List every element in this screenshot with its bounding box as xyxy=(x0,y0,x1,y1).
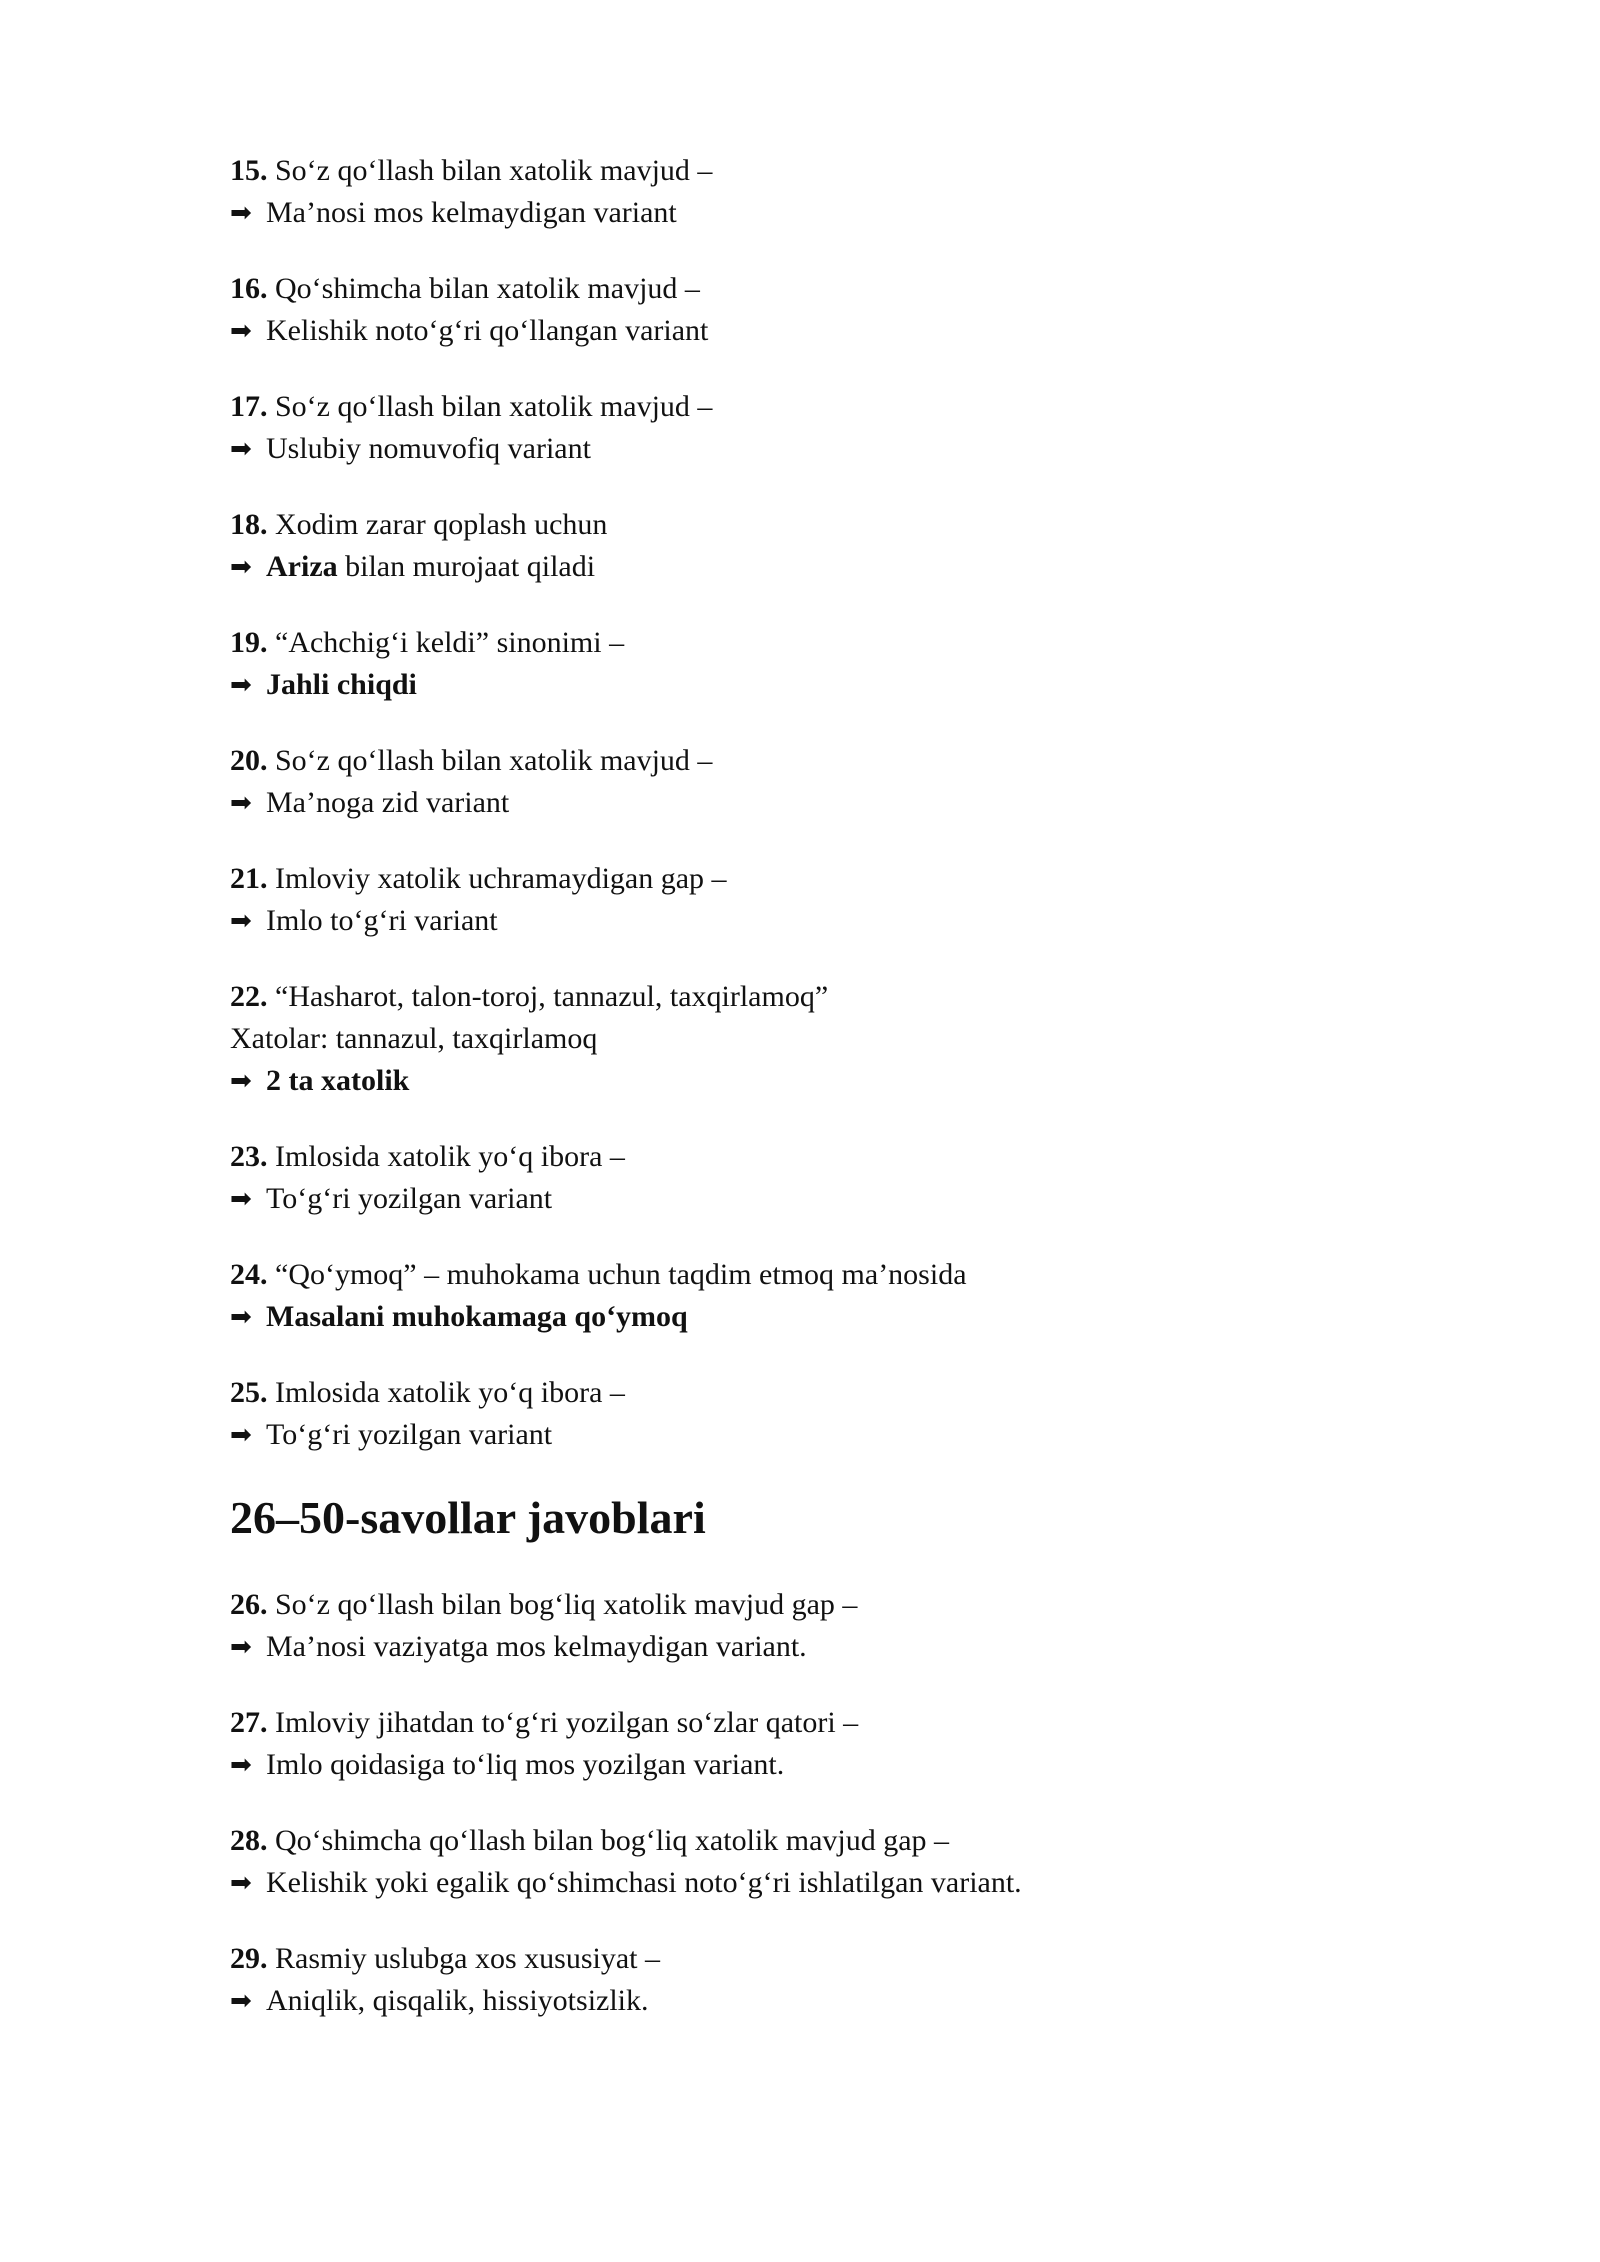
right-arrow-icon: ➡ xyxy=(230,198,252,228)
question-line xyxy=(230,858,1450,900)
answer-text: Imlo to‘g‘ri variant xyxy=(266,904,498,937)
question-number: 17. xyxy=(230,390,268,423)
question-line xyxy=(230,1136,1450,1178)
answer-line xyxy=(230,192,1450,234)
answer-text: Kelishik yoki egalik qo‘shimchasi noto‘g‘ri ishlatilgan variant. xyxy=(266,1866,1022,1899)
answer-text: To‘g‘ri yozilgan variant xyxy=(266,1418,553,1451)
answers-list-b xyxy=(230,1136,1450,1456)
question-number: 23. xyxy=(230,1140,268,1173)
question-text: “Achchig‘i keldi” sinonimi – xyxy=(275,626,625,659)
answer-item xyxy=(230,740,1450,824)
answer-bold-text: Ariza xyxy=(266,550,338,583)
answer-line xyxy=(230,1178,1450,1220)
question-text: Xodim zarar qoplash uchun xyxy=(275,508,608,541)
answer-item xyxy=(230,504,1450,588)
question-text: So‘z qo‘llash bilan xatolik mavjud – xyxy=(275,154,713,187)
right-arrow-icon: ➡ xyxy=(230,1868,252,1898)
question-line xyxy=(230,1938,1450,1980)
question-line xyxy=(230,1584,1450,1626)
right-arrow-icon: ➡ xyxy=(230,1066,252,1096)
answers-list-c xyxy=(230,1584,1450,2022)
question-text: “Qo‘ymoq” – muhokama uchun taqdim etmoq ma’nosida xyxy=(275,1258,967,1291)
question-number: 18. xyxy=(230,508,268,541)
question-line xyxy=(230,150,1450,192)
answer-line xyxy=(230,782,1450,824)
right-arrow-icon: ➡ xyxy=(230,1184,252,1214)
answer-line xyxy=(230,1862,1450,1904)
answer-line xyxy=(230,1626,1450,1668)
answer-text-rest: bilan murojaat qiladi xyxy=(337,550,596,583)
question-line xyxy=(230,268,1450,310)
question-text: Imloviy xatolik uchramaydigan gap – xyxy=(275,862,727,895)
answer-item xyxy=(230,1820,1450,1904)
right-arrow-icon: ➡ xyxy=(230,316,252,346)
question-text: So‘z qo‘llash bilan xatolik mavjud – xyxy=(275,744,713,777)
answer-item-22 xyxy=(230,976,1450,1102)
answer-item xyxy=(230,1702,1450,1786)
answers-list-a xyxy=(230,150,1450,942)
question-number: 15. xyxy=(230,154,268,187)
question-line xyxy=(230,740,1450,782)
answer-line xyxy=(230,428,1450,470)
question-text: Rasmiy uslubga xos xususiyat – xyxy=(275,1942,661,1975)
answer-line xyxy=(230,546,1450,588)
right-arrow-icon: ➡ xyxy=(230,670,252,700)
question-line xyxy=(230,622,1450,664)
right-arrow-icon: ➡ xyxy=(230,1420,252,1450)
answer-item xyxy=(230,1254,1450,1338)
right-arrow-icon: ➡ xyxy=(230,552,252,582)
answer-text: Ma’nosi vaziyatga mos kelmaydigan variant. xyxy=(266,1630,807,1663)
question-text: Imlosida xatolik yo‘q ibora – xyxy=(275,1140,625,1173)
answer-line xyxy=(230,1980,1450,2022)
answer-item xyxy=(230,858,1450,942)
answer-item xyxy=(230,1372,1450,1456)
answer-line xyxy=(230,1296,1450,1338)
answer-line xyxy=(230,900,1450,942)
question-text: “Hasharot, talon-toroj, tannazul, taxqirlamoq” xyxy=(275,980,829,1013)
question-number: 21. xyxy=(230,862,268,895)
answer-item xyxy=(230,386,1450,470)
question-text: Qo‘shimcha bilan xatolik mavjud – xyxy=(275,272,700,305)
right-arrow-icon: ➡ xyxy=(230,1632,252,1662)
right-arrow-icon: ➡ xyxy=(230,1986,252,2016)
answer-line xyxy=(230,664,1450,706)
note-line: Xatolar: tannazul, taxqirlamoq xyxy=(230,1022,598,1055)
section-heading: 26–50-savollar javoblari xyxy=(230,1492,706,1543)
question-line xyxy=(230,504,1450,546)
question-number: 28. xyxy=(230,1824,268,1857)
answer-item xyxy=(230,268,1450,352)
question-line xyxy=(230,1702,1450,1744)
answer-line xyxy=(230,310,1450,352)
question-line xyxy=(230,1372,1450,1414)
question-number: 16. xyxy=(230,272,268,305)
right-arrow-icon: ➡ xyxy=(230,1302,252,1332)
answer-item xyxy=(230,1584,1450,1668)
answer-text: Aniqlik, qisqalik, hissiyotsizlik. xyxy=(266,1984,649,2017)
question-text: So‘z qo‘llash bilan bog‘liq xatolik mavjud gap – xyxy=(275,1588,858,1621)
right-arrow-icon: ➡ xyxy=(230,906,252,936)
question-number: 26. xyxy=(230,1588,268,1621)
answer-line xyxy=(230,1060,1450,1102)
question-text: Qo‘shimcha qo‘llash bilan bog‘liq xatolik mavjud gap – xyxy=(275,1824,950,1857)
question-number: 20. xyxy=(230,744,268,777)
question-number: 22. xyxy=(230,980,268,1013)
question-number: 24. xyxy=(230,1258,268,1291)
answer-bold-text: 2 ta xatolik xyxy=(266,1064,410,1097)
question-number: 29. xyxy=(230,1942,268,1975)
answer-item xyxy=(230,1136,1450,1220)
question-line xyxy=(230,1254,1450,1296)
answer-text: Ma’nosi mos kelmaydigan variant xyxy=(266,196,677,229)
right-arrow-icon: ➡ xyxy=(230,434,252,464)
answer-text: To‘g‘ri yozilgan variant xyxy=(266,1182,553,1215)
answer-item xyxy=(230,150,1450,234)
answer-text: Uslubiy nomuvofiq variant xyxy=(266,432,591,465)
answer-item xyxy=(230,1938,1450,2022)
question-line xyxy=(230,386,1450,428)
answer-item xyxy=(230,622,1450,706)
question-number: 25. xyxy=(230,1376,268,1409)
question-line xyxy=(230,976,1450,1018)
question-text: Imlosida xatolik yo‘q ibora – xyxy=(275,1376,625,1409)
answer-line xyxy=(230,1414,1450,1456)
question-number: 19. xyxy=(230,626,268,659)
answer-line xyxy=(230,1744,1450,1786)
right-arrow-icon: ➡ xyxy=(230,788,252,818)
answer-text: Kelishik noto‘g‘ri qo‘llangan variant xyxy=(266,314,709,347)
question-number: 27. xyxy=(230,1706,268,1739)
question-line xyxy=(230,1820,1450,1862)
right-arrow-icon: ➡ xyxy=(230,1750,252,1780)
question-text: So‘z qo‘llash bilan xatolik mavjud – xyxy=(275,390,713,423)
answer-text: Imlo qoidasiga to‘liq mos yozilgan variant. xyxy=(266,1748,785,1781)
answer-bold-text: Masalani muhokamaga qo‘ymoq xyxy=(266,1300,688,1333)
answer-text: Ma’noga zid variant xyxy=(266,786,510,819)
question-text: Imloviy jihatdan to‘g‘ri yozilgan so‘zlar qatori – xyxy=(275,1706,859,1739)
answer-bold-text: Jahli chiqdi xyxy=(266,668,417,701)
